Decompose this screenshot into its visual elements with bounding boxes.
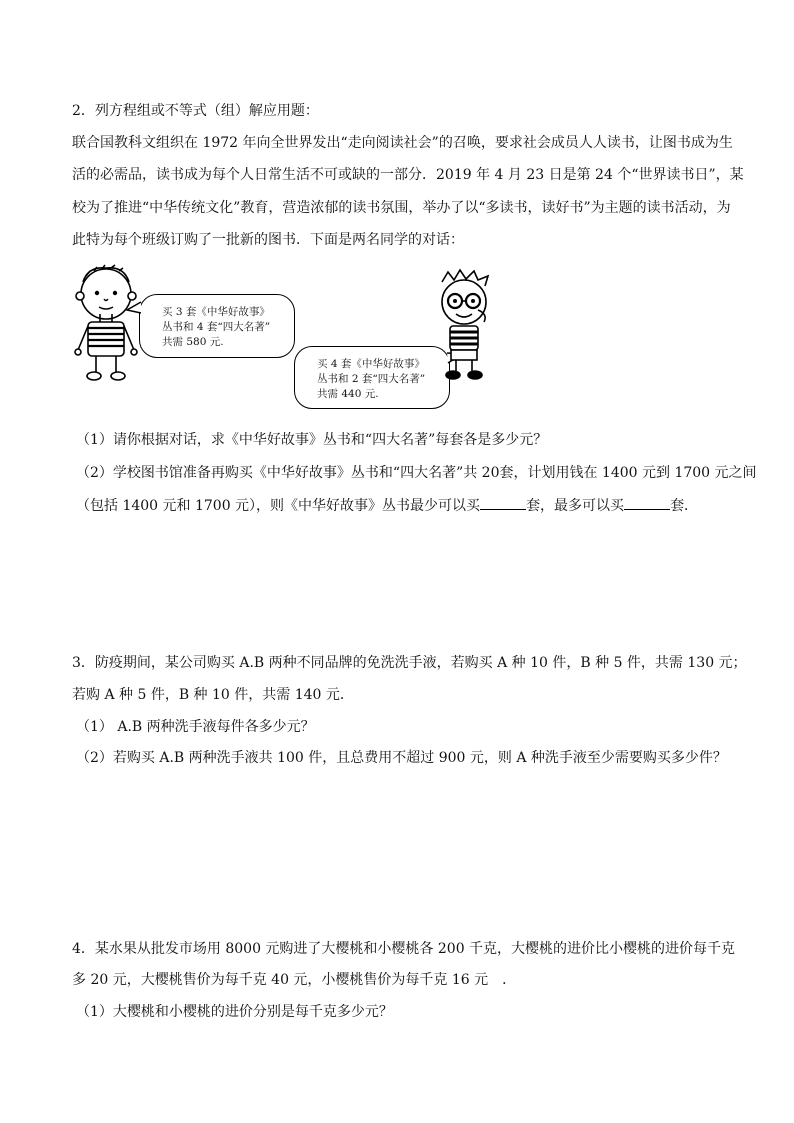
bubble-line: 买 4 套《中华好故事》 xyxy=(317,358,425,370)
q4-line2: 多 20 元，大樱桃售价为每千克 40 元，小樱桃售价为每千克 16 元 ． xyxy=(72,972,517,988)
kid-with-glasses-illustration xyxy=(430,268,502,384)
q2-sub2-line1: （2）学校图书馆准备再购买《中华好故事》丛书和“四大名著”共 20套，计划用钱在 1400 元到 1700 元之间 xyxy=(76,465,757,481)
q2-sub2-text-c: 套． xyxy=(670,498,699,514)
q2-para-line: 此特为每个班级订购了一批新的图书．下面是两名同学的对话： xyxy=(72,232,464,248)
q3-sub1: （1） A.B 两种洗手液每件各多少元？ xyxy=(76,719,315,735)
bubble-line: 共需 580 元. xyxy=(162,336,224,348)
q4-sub1: （1）大樱桃和小樱桃的进价分别是每千克多少元？ xyxy=(76,1004,393,1020)
bubble-line: 共需 440 元. xyxy=(317,388,379,400)
q3-sub2: （2）若购买 A.B 两种洗手液共 100 件，且总费用不超过 900 元，则 A 种洗手液至少需要购买多少件？ xyxy=(76,750,727,766)
answer-blank-max[interactable] xyxy=(624,495,670,510)
q2-title: 2．列方程组或不等式（组）解应用题： xyxy=(72,103,319,119)
q2-sub1: （1）请你根据对话，求《中华好故事》丛书和“四大名著”每套各是多少元？ xyxy=(76,432,548,448)
speech-bubble-girl xyxy=(294,346,450,409)
q2-para-line: 校为了推进“中华传统文化”教育，营造浓郁的读书氛围，举办了以“多读书，读好书”为主题的读书活动，为 xyxy=(72,200,731,216)
bubble-line: 丛书和 4 套“四大名著” xyxy=(162,321,271,333)
q4-line1: 4．某水果从批发市场用 8000 元购进了大樱桃和小樱桃各 200 千克，大樱桃的进价比小樱桃的进价每千克 xyxy=(72,941,736,957)
q2-sub2-text-a: （包括 1400 元和 1700 元），则《中华好故事》丛书最少可以买 xyxy=(76,498,481,514)
answer-blank-min[interactable] xyxy=(480,495,526,510)
bubble-tail xyxy=(126,300,142,316)
q2-para-line: 联合国教科文组织在 1972 年向全世界发出“走向阅读社会”的召唤，要求社会成员人人读书，让图书成为生 xyxy=(72,135,733,151)
bubble-line: 丛书和 2 套“四大名著” xyxy=(317,373,426,385)
q3-line2: 若购 A 种 5 件，B 种 10 件，共需 140 元． xyxy=(72,687,354,703)
speech-bubble-boy xyxy=(139,294,295,358)
q3-line1: 3．防疫期间，某公司购买 A.B 两种不同品牌的免洗洗手液，若购买 A 种 10 件，B 种 5 件，共需 130 元； xyxy=(72,655,747,671)
q2-sub2-line2 xyxy=(76,495,698,516)
q2-para-line: 活的必需品，读书成为每个人日常生活不可或缺的一部分．2019 年 4 月 23 日是第 24 个“世界读书日”，某 xyxy=(72,167,744,183)
bubble-line: 买 3 套《中华好故事》 xyxy=(162,306,270,318)
q2-sub2-text-b: 套，最多可以买 xyxy=(526,498,625,514)
boy-illustration xyxy=(66,262,146,384)
